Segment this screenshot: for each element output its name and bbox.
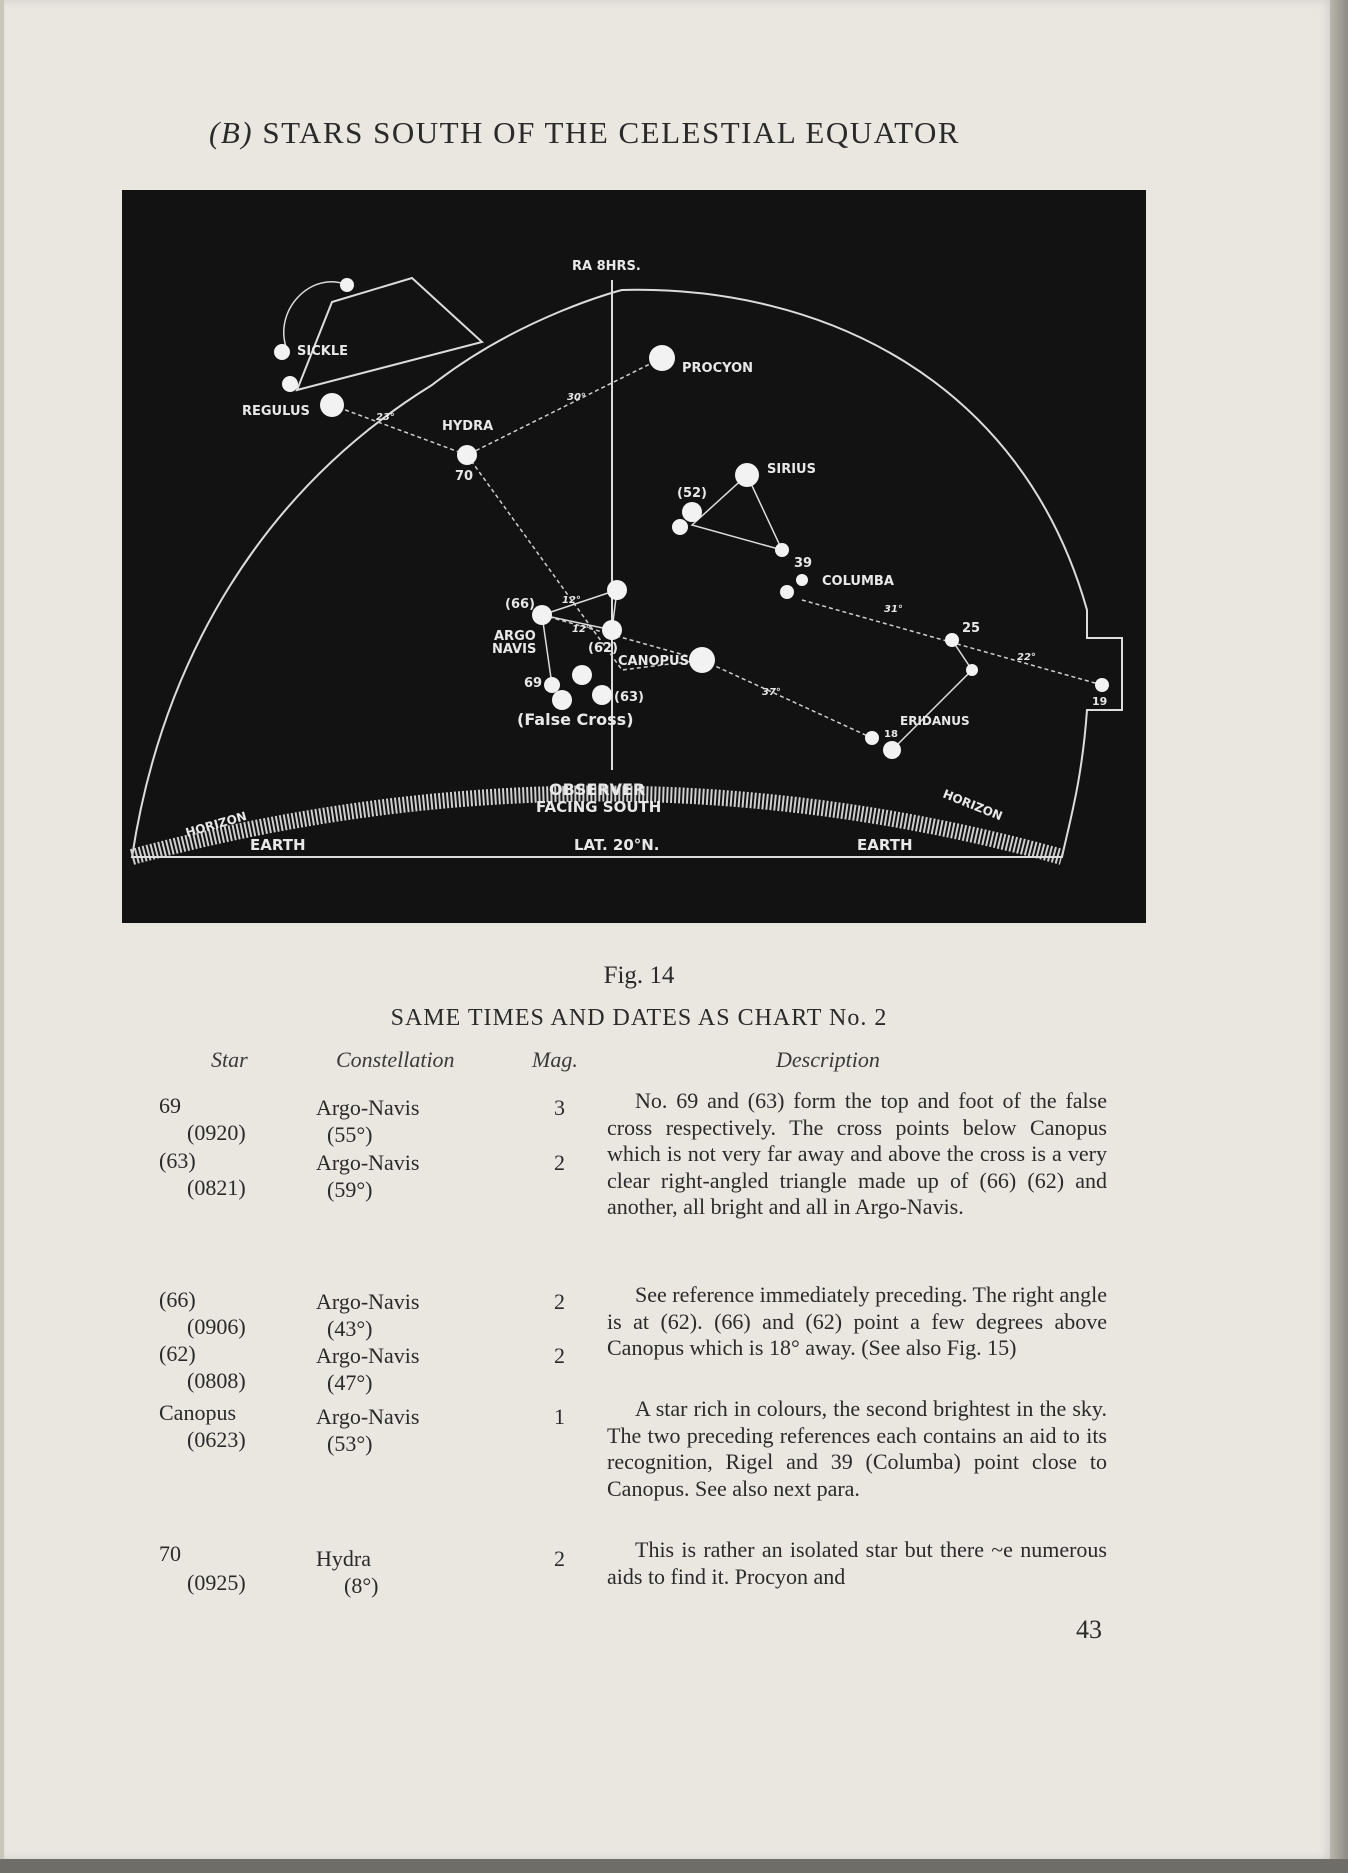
description-paragraph: No. 69 and (63) form the top and foot of the false cross respectively. The cross points below Canopus which is not very far away and above the cross is a very clear right-angled triangle made up of (66) (62) and another, all bright and all in Argo-Navis.: [607, 1088, 1107, 1219]
magnitude: 2: [554, 1150, 565, 1175]
magnitude: 3: [554, 1095, 565, 1120]
label-sickle: SICKLE: [297, 344, 348, 359]
star-69: [544, 677, 560, 693]
star-ra: (0808): [187, 1368, 246, 1393]
constellation-name: Argo-Navis: [316, 1095, 420, 1120]
label-columba: COLUMBA: [822, 574, 894, 589]
label-63: (63): [614, 690, 644, 705]
column-header-description: Description: [776, 1047, 880, 1072]
star-ra: (0821): [187, 1175, 246, 1200]
page-number: 43: [1076, 1615, 1102, 1644]
sickle-inset: [297, 278, 482, 390]
star-25b: [966, 664, 978, 676]
constellation-name: Argo-Navis: [316, 1404, 420, 1429]
star-name: Canopus: [159, 1400, 236, 1425]
label-facing-south: FACING SOUTH: [536, 798, 662, 816]
label-navis: NAVIS: [492, 642, 537, 657]
heading-prefix: (B): [209, 115, 254, 150]
constellation-name: Hydra: [316, 1546, 371, 1571]
star-triangle-top: [607, 580, 627, 600]
star-canopus: [689, 647, 715, 673]
star-25: [945, 633, 959, 647]
label-horizon-left: HORIZON: [183, 809, 249, 840]
star-name: 69: [159, 1093, 181, 1118]
label-eridanus: ERIDANUS: [900, 714, 970, 728]
star-62: [602, 620, 622, 640]
angle-30: 30°: [567, 392, 586, 403]
star-66: [532, 605, 552, 625]
star-63: [592, 685, 612, 705]
label-39: 39: [794, 556, 813, 571]
column-header-mag: Mag.: [532, 1047, 578, 1072]
angle-23: 23°: [376, 412, 395, 423]
label-horizon-right: HORIZON: [940, 786, 1005, 824]
book-edge-bottom: [0, 1859, 1348, 1873]
label-25: 25: [962, 621, 981, 636]
star-sirius-c: [775, 543, 789, 557]
star-52: [682, 502, 702, 522]
star-eridanus: [883, 741, 901, 759]
label-observer: OBSERVER: [549, 780, 646, 799]
star-sickle-low: [282, 376, 298, 392]
star-ra: (0920): [187, 1120, 246, 1145]
star-columba: [780, 585, 794, 599]
book-edge-right: [1330, 0, 1348, 1873]
magnitude: 2: [554, 1546, 565, 1571]
pointer-lines: [332, 358, 1102, 738]
label-false-cross: (False Cross): [517, 710, 634, 729]
page-heading: [209, 115, 1109, 151]
label-hydra: HYDRA: [442, 419, 494, 434]
star-name: 70: [159, 1541, 181, 1566]
label-earth-left: EARTH: [250, 836, 306, 854]
stars: [274, 278, 1109, 759]
star-chart-figure: [122, 190, 1146, 923]
angle-31: 31°: [884, 604, 903, 615]
label-regulus: REGULUS: [242, 404, 310, 419]
label-52: (52): [677, 486, 707, 501]
star-18: [865, 731, 879, 745]
star-39: [796, 574, 808, 586]
section-subtitle: SAME TIMES AND DATES AS CHART No. 2: [390, 1005, 888, 1031]
star-52b: [672, 519, 688, 535]
label-62: (62): [588, 641, 618, 656]
star-sirius: [735, 463, 759, 487]
description-paragraph: See reference immediately preceding. The right angle is at (62). (66) and (62) point a few degrees above Canopus which is 18° away. (See also Fig. 15): [607, 1282, 1107, 1360]
magnitude: 1: [554, 1404, 565, 1429]
label-earth-right: EARTH: [857, 836, 913, 854]
description-paragraph: A star rich in colours, the second brightest in the sky. The two preceding references each contains an aid to its recognition, Rigel and 39 (Columba) point close to Canopus. See also next para.: [607, 1396, 1107, 1501]
altitude: (53°): [327, 1431, 373, 1456]
angle-12b: 12°: [572, 624, 591, 635]
heading-title: STARS SOUTH OF THE CELESTIAL EQUATOR: [262, 115, 961, 150]
altitude: (8°): [344, 1573, 379, 1598]
label-69: 69: [524, 676, 543, 691]
label-latitude: LAT. 20°N.: [574, 836, 660, 854]
label-sirius: SIRIUS: [767, 462, 816, 477]
star-name: (63): [159, 1148, 196, 1173]
column-header-constellation: Constellation: [336, 1047, 455, 1072]
asterism-lines: [284, 282, 972, 750]
magnitude: 2: [554, 1289, 565, 1314]
angle-12a: 12°: [562, 595, 581, 606]
label-argo: ARGO: [494, 629, 536, 644]
label-canopus: CANOPUS: [618, 654, 689, 669]
star-sickle: [274, 344, 290, 360]
altitude: (43°): [327, 1316, 373, 1341]
constellation-name: Argo-Navis: [316, 1343, 420, 1368]
altitude: (55°): [327, 1122, 373, 1147]
constellation-name: Argo-Navis: [316, 1289, 420, 1314]
figure-caption: Fig. 14: [603, 962, 675, 989]
star-ra: (0623): [187, 1427, 246, 1452]
star-sickle-top: [340, 278, 354, 292]
label-19: 19: [1092, 695, 1108, 708]
star-procyon: [649, 345, 675, 371]
star-chart-svg: [122, 190, 1146, 923]
star-19: [1095, 678, 1109, 692]
star-regulus: [320, 393, 344, 417]
star-false-cross-b: [552, 690, 572, 710]
label-66: (66): [505, 597, 535, 612]
star-hydra-70: [457, 445, 477, 465]
label-18: 18: [884, 729, 898, 740]
angle-37: 37°: [762, 687, 781, 698]
altitude: (59°): [327, 1177, 373, 1202]
altitude: (47°): [327, 1370, 373, 1395]
star-name: (62): [159, 1341, 196, 1366]
star-name: (66): [159, 1287, 196, 1312]
label-70: 70: [455, 469, 474, 484]
label-procyon: PROCYON: [682, 361, 754, 376]
book-page: [4, 0, 1334, 1860]
star-ra: (0906): [187, 1314, 246, 1339]
angle-22: 22°: [1017, 652, 1036, 663]
star-ra: (0925): [187, 1570, 246, 1595]
column-header-star: Star: [211, 1047, 248, 1072]
description-paragraph: This is rather an isolated star but there ~e numerous aids to find it. Procyon and: [607, 1537, 1107, 1589]
magnitude: 2: [554, 1343, 565, 1368]
star-false-cross: [572, 665, 592, 685]
constellation-name: Argo-Navis: [316, 1150, 420, 1175]
ra-label: RA 8HRS.: [572, 259, 641, 274]
